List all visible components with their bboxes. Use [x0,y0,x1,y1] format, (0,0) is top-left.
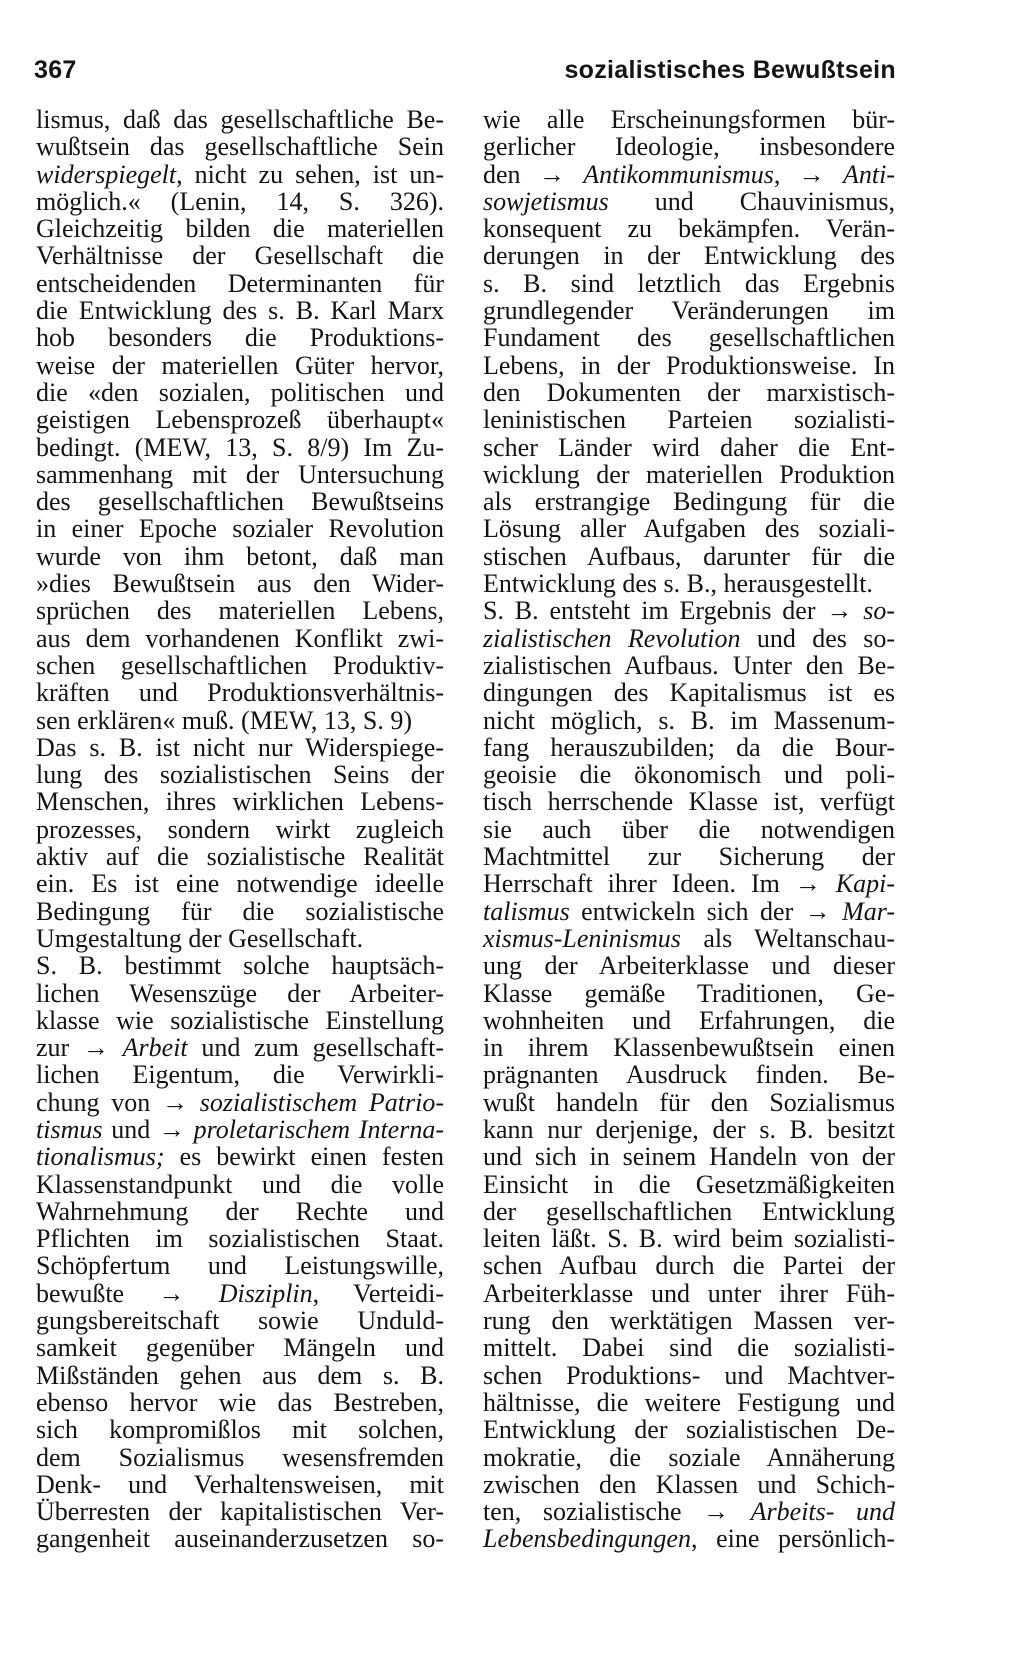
text-line: wohnheiten und Erfahrungen, die [483,1005,895,1035]
text-line: samkeit gegenüber Mängeln und [36,1333,444,1363]
text-line: prägnanten Ausdruck finden. Be- [483,1060,895,1090]
text-line: leninistischen Parteien sozialisti- [483,405,895,435]
text-line: Machtmittel zur Sicherung der [483,842,895,872]
text-line: aus dem vorhandenen Konflikt zwi- [36,623,444,653]
text-line: ebenso hervor wie das Bestreben, [36,1387,444,1417]
text-line: sowjetismus und Chauvinismus, [483,186,895,216]
page-number: 367 [34,56,77,84]
text-line: tisch herrschende Klasse ist, verfügt [483,787,895,817]
running-head: sozialistisches Bewußtsein [564,56,896,84]
text-line: Bedingung für die sozialistische [36,896,444,926]
text-line: nicht möglich, s. B. im Massenum- [483,705,895,735]
text-line: lismus, daß das gesellschaftliche Be- [36,105,444,134]
text-line: sen erklären« muß. (MEW, 13, S. 9) [36,705,412,735]
text-line: aktiv auf die sozialistische Realität [36,842,444,872]
text-line: möglich.« (Lenin, 14, S. 326). [36,186,444,216]
text-line: wußt handeln für den Sozialismus [483,1087,895,1117]
text-line: den Dokumenten der marxistisch- [483,377,895,407]
text-line: zialistischen Revolution und des so- [483,623,895,653]
text-line: Lösung aller Aufgaben des soziali- [483,514,895,544]
text-line: tionalismus; es bewirkt einen festen [36,1142,444,1172]
text-line: klasse wie sozialistische Einstellung [36,1005,444,1035]
text-line: s. B. sind letztlich das Ergebnis [483,268,895,298]
text-line: Entwicklung der sozialistischen De- [483,1415,895,1445]
text-line: mokratie, die soziale Annäherung [483,1442,895,1472]
text-line: dem Sozialismus wesensfremden [36,1442,444,1472]
text-line: die Entwicklung des s. B. Karl Marx [36,296,444,326]
text-line: wurde von ihm betont, daß man [36,541,444,571]
text-line: scher Länder wird daher die Ent- [483,432,895,462]
page-header [32,56,896,96]
text-line: prozesses, sondern wirkt zugleich [36,814,444,844]
text-line: lung des sozialistischen Seins der [36,760,444,790]
text-line: Fundament des gesellschaftlichen [483,323,895,353]
text-line: »dies Bewußtsein aus den Wider- [36,569,444,599]
text-line: des gesellschaftlichen Bewußtseins [36,487,444,517]
text-line: schen gesellschaftlichen Produktiv- [36,650,444,680]
text-line: Klasse gemäße Traditionen, Ge- [483,978,895,1008]
text-line: S. B. bestimmt solche hauptsäch- [36,951,444,981]
text-line: chung von → sozialistischem Patrio- [36,1087,444,1117]
text-line: hob besonders die Produktions- [36,323,444,353]
text-line: kräften und Produktionsverhältnis- [36,678,444,708]
text-line: Mißständen gehen aus dem s. B. [36,1360,444,1390]
text-line: xismus-Leninismus als Weltanschau- [483,923,895,953]
text-line: Herrschaft ihrer Ideen. Im → Kapi- [483,869,895,899]
text-line: Überresten der kapitalistischen Ver- [36,1497,444,1527]
text-line: sprüchen des materiellen Lebens, [36,596,444,626]
text-column-right [483,106,895,1553]
text-line: geistigen Lebensprozeß überhaupt« [36,405,444,435]
text-line: Gleichzeitig bilden die materiellen [36,214,444,244]
text-line: bedingt. (MEW, 13, S. 8/9) Im Zu- [36,432,444,462]
text-line: konsequent zu bekämpfen. Verän- [483,214,895,244]
text-line: dingungen des Kapitalismus ist es [483,678,895,708]
text-line: geoisie die ökonomisch und poli- [483,760,895,790]
text-line: sie auch über die notwendigen [483,814,895,844]
text-line: Wahrnehmung der Rechte und [36,1196,444,1226]
text-line: sammenhang mit der Untersuchung [36,459,444,489]
text-line: Verhältnisse der Gesellschaft die [36,241,444,271]
text-line: Menschen, ihres wirklichen Lebens- [36,787,444,817]
text-line: Umgestaltung der Gesellschaft. [36,923,364,953]
text-line: derungen in der Entwicklung des [483,241,895,271]
text-line: in einer Epoche sozialer Revolution [36,514,444,544]
text-line: der gesellschaftlichen Entwicklung [483,1196,895,1226]
text-line: wußtsein das gesellschaftliche Sein [36,132,444,162]
text-line: Schöpfertum und Leistungswille, [36,1251,444,1281]
text-line: fang herauszubilden; da die Bour- [483,732,895,762]
text-line: stischen Aufbaus, darunter für die [483,541,895,571]
text-line: gungsbereitschaft sowie Unduld- [36,1306,444,1336]
text-line: Pflichten im sozialistischen Staat. [36,1224,444,1254]
text-line: ung der Arbeiterklasse und dieser [483,951,895,981]
text-line: widerspiegelt, nicht zu sehen, ist un- [36,159,444,189]
text-line: zur → Arbeit und zum gesellschaft- [36,1033,444,1063]
text-line: lichen Wesenszüge der Arbeiter- [36,978,444,1008]
text-line: gangenheit auseinanderzusetzen so- [36,1524,444,1554]
text-line: schen Aufbau durch die Partei der [483,1251,895,1281]
text-line: talismus entwickeln sich der → Mar- [483,896,895,926]
text-line: Das s. B. ist nicht nur Widerspiege- [36,732,444,762]
text-line: kann nur derjenige, der s. B. besitzt [483,1114,895,1144]
text-line: entscheidenden Determinanten für [36,268,444,298]
text-line: zialistischen Aufbaus. Unter den Be- [483,650,895,680]
text-line: lichen Eigentum, die Verwirkli- [36,1060,444,1090]
text-line: Arbeiterklasse und unter ihrer Füh- [483,1278,895,1308]
text-line: S. B. entsteht im Ergebnis der → so- [483,596,895,626]
text-line: zwischen den Klassen und Schich- [483,1469,895,1499]
text-line: weise der materiellen Güter hervor, [36,350,444,380]
text-line: Denk- und Verhaltensweisen, mit [36,1469,444,1499]
text-line: wicklung der materiellen Produktion [483,459,895,489]
text-line: grundlegender Veränderungen im [483,296,895,326]
text-line: mittelt. Dabei sind die sozialisti- [483,1333,895,1363]
text-line: rung den werktätigen Massen ver- [483,1306,895,1336]
text-line: Klassenstandpunkt und die volle [36,1169,444,1199]
text-line: leiten läßt. S. B. wird beim sozialisti- [483,1224,895,1254]
text-column-left [36,106,444,1553]
text-line: schen Produktions- und Machtver- [483,1360,895,1390]
text-line: ten, sozialistische → Arbeits- und [483,1497,896,1527]
text-line: hältnisse, die weitere Festigung und [483,1387,895,1417]
text-line: ein. Es ist eine notwendige ideelle [36,869,444,899]
text-line: und sich in seinem Handeln von der [483,1142,895,1172]
text-line: als erstrangige Bedingung für die [483,487,895,517]
text-line: Lebens, in der Produktionsweise. In [483,350,895,380]
text-line: in ihrem Klassenbewußtsein einen [483,1033,895,1063]
text-line: bewußte → Disziplin, Verteidi- [36,1278,444,1308]
text-line: Entwicklung des s. B., herausgestellt. [483,569,873,599]
text-line: gerlicher Ideologie, insbesondere [483,132,895,162]
text-line: den → Antikommunismus, → Anti- [483,159,895,189]
text-line: die «den sozialen, politischen und [36,377,444,407]
text-line: Lebensbedingungen, eine persönlich- [483,1524,895,1554]
text-line: Einsicht in die Gesetzmäßigkeiten [483,1169,895,1199]
text-line: tismus und → proletarischem Interna- [36,1114,444,1144]
text-line: wie alle Erscheinungsformen bür- [483,105,895,134]
text-line: sich kompromißlos mit solchen, [36,1415,444,1445]
